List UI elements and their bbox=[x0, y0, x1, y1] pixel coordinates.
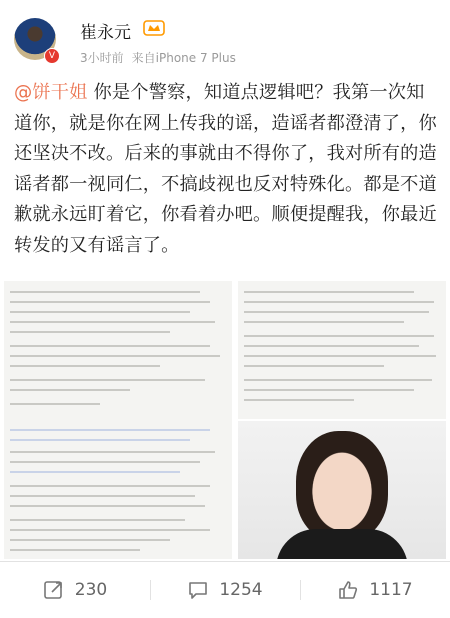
image-thumb-3[interactable] bbox=[4, 421, 232, 559]
crown-badge-icon bbox=[143, 19, 165, 37]
portrait-photo[interactable] bbox=[238, 421, 446, 559]
vip-badge-icon: V bbox=[44, 48, 60, 64]
comment-button[interactable] bbox=[150, 562, 300, 618]
repost-button[interactable] bbox=[0, 562, 150, 618]
portrait-face bbox=[296, 431, 388, 541]
like-button[interactable] bbox=[300, 562, 450, 618]
repost-count: 230 bbox=[74, 580, 108, 600]
like-count: 1117 bbox=[369, 580, 413, 600]
user-name[interactable]: 崔永元 bbox=[80, 23, 131, 43]
portrait-shirt bbox=[276, 529, 408, 559]
post-source: 来自iPhone 7 Plus bbox=[131, 51, 236, 65]
post-meta bbox=[80, 49, 244, 66]
image-thumb-1[interactable] bbox=[4, 281, 232, 421]
post-header bbox=[0, 0, 450, 75]
post-images bbox=[0, 281, 450, 560]
post-content: 你是个警察，知道点逻辑吧？我第一次知道你，就是你在网上传我的谣，造谣者都澄清了，你还坚决不改。后来的事就由不得你了，我对所有的造谣者都一视同仁，不搞歧视也反对特殊化。都是不道歉就永远盯着它，你看着办吧。顺便提醒我，你最近转发的又有谣言了。 bbox=[14, 82, 437, 256]
thumbs-up-icon bbox=[337, 579, 359, 601]
repost-icon bbox=[43, 579, 65, 601]
post-time: 3小时前 bbox=[80, 51, 124, 65]
image-thumb-2[interactable] bbox=[238, 281, 446, 419]
post-text bbox=[14, 78, 438, 261]
action-toolbar bbox=[0, 561, 450, 618]
comment-icon bbox=[187, 579, 209, 601]
mention-link[interactable]: @饼干姐 bbox=[14, 82, 88, 103]
comment-count: 1254 bbox=[219, 580, 263, 600]
